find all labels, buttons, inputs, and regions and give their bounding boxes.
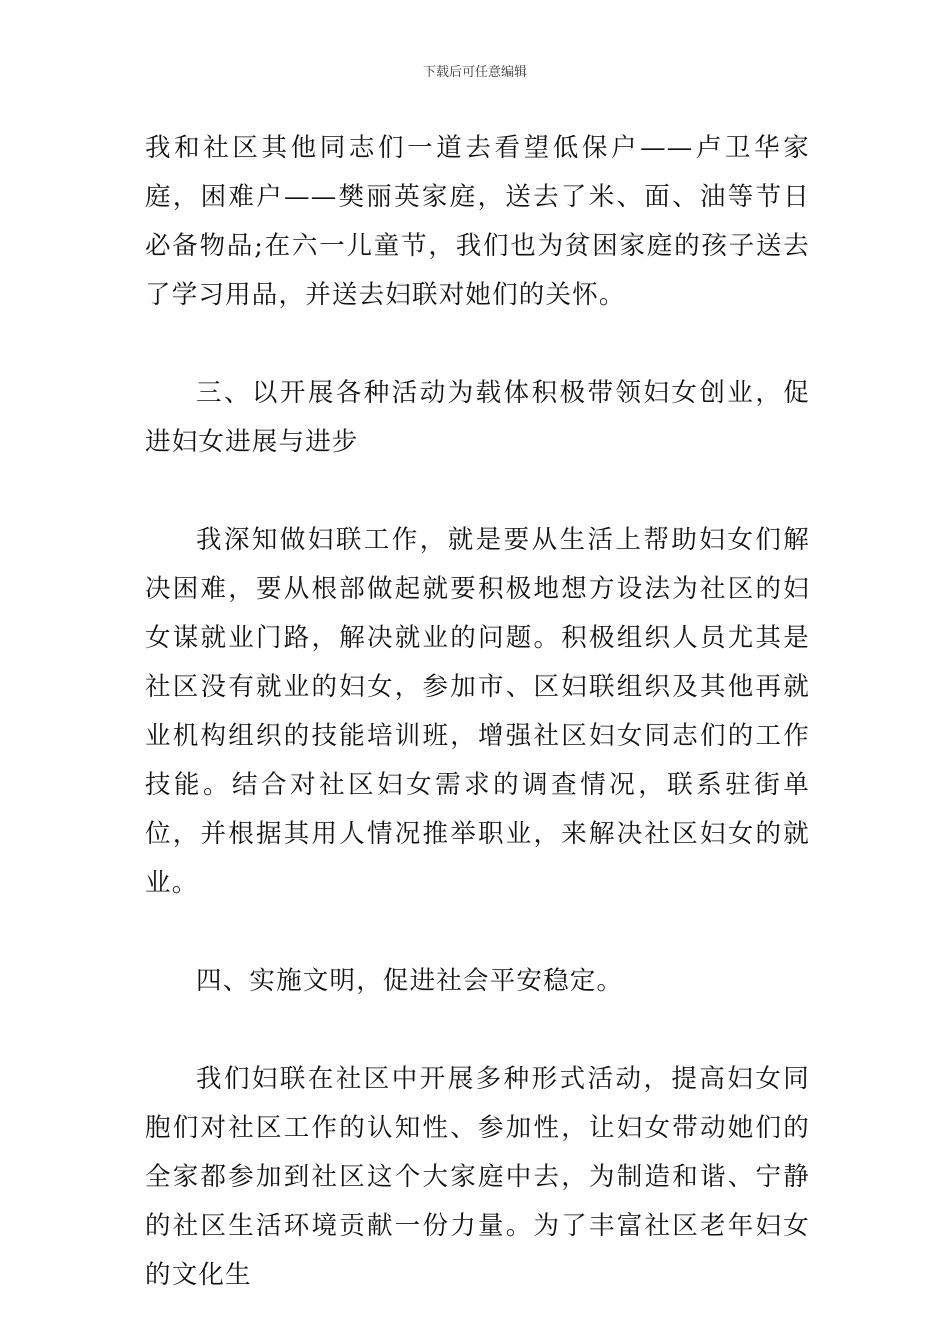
page-header: 下载后可任意编辑	[422, 65, 527, 80]
section-heading-three: 三、以开展各种活动为载体积极带领妇女创业，促进妇女进展与进步	[145, 378, 810, 457]
paragraph-employment: 我深知做妇联工作，就是要从生活上帮助妇女们解决困难，要从根部做起就要积极地想方设法为社区的妇女谋就业门路，解决就业的问题。积极组织人员尤其是社区没有就业的妇女，参加市、区妇联组织及其他再就业机构组织的技能培训班，增强社区妇女同志们的工作技能。结合对社区妇女需求的调查情况，联系驻街单位，并根据其用人情况推举职业，来解决社区妇女的就业。	[145, 525, 810, 898]
paragraph-holiday-visits: 我和社区其他同志们一道去看望低保户——卢卫华家庭，困难户——樊丽英家庭，送去了米、面、油等节日必备物品;在六一儿童节，我们也为贫困家庭的孩子送去了学习用品，并送去妇联对她们的关怀。	[145, 133, 810, 310]
section-heading-four: 四、实施文明，促进社会平安稳定。	[196, 966, 624, 996]
document-body	[145, 124, 810, 1300]
paragraph-community-activities: 我们妇联在社区中开展多种形式活动，提高妇女同胞们对社区工作的认知性、参加性，让妇女带动她们的全家都参加到社区这个大家庭中去，为制造和谐、宁静的社区生活环境贡献一份力量。为了丰富社区老年妇女的文化生	[145, 1064, 810, 1290]
